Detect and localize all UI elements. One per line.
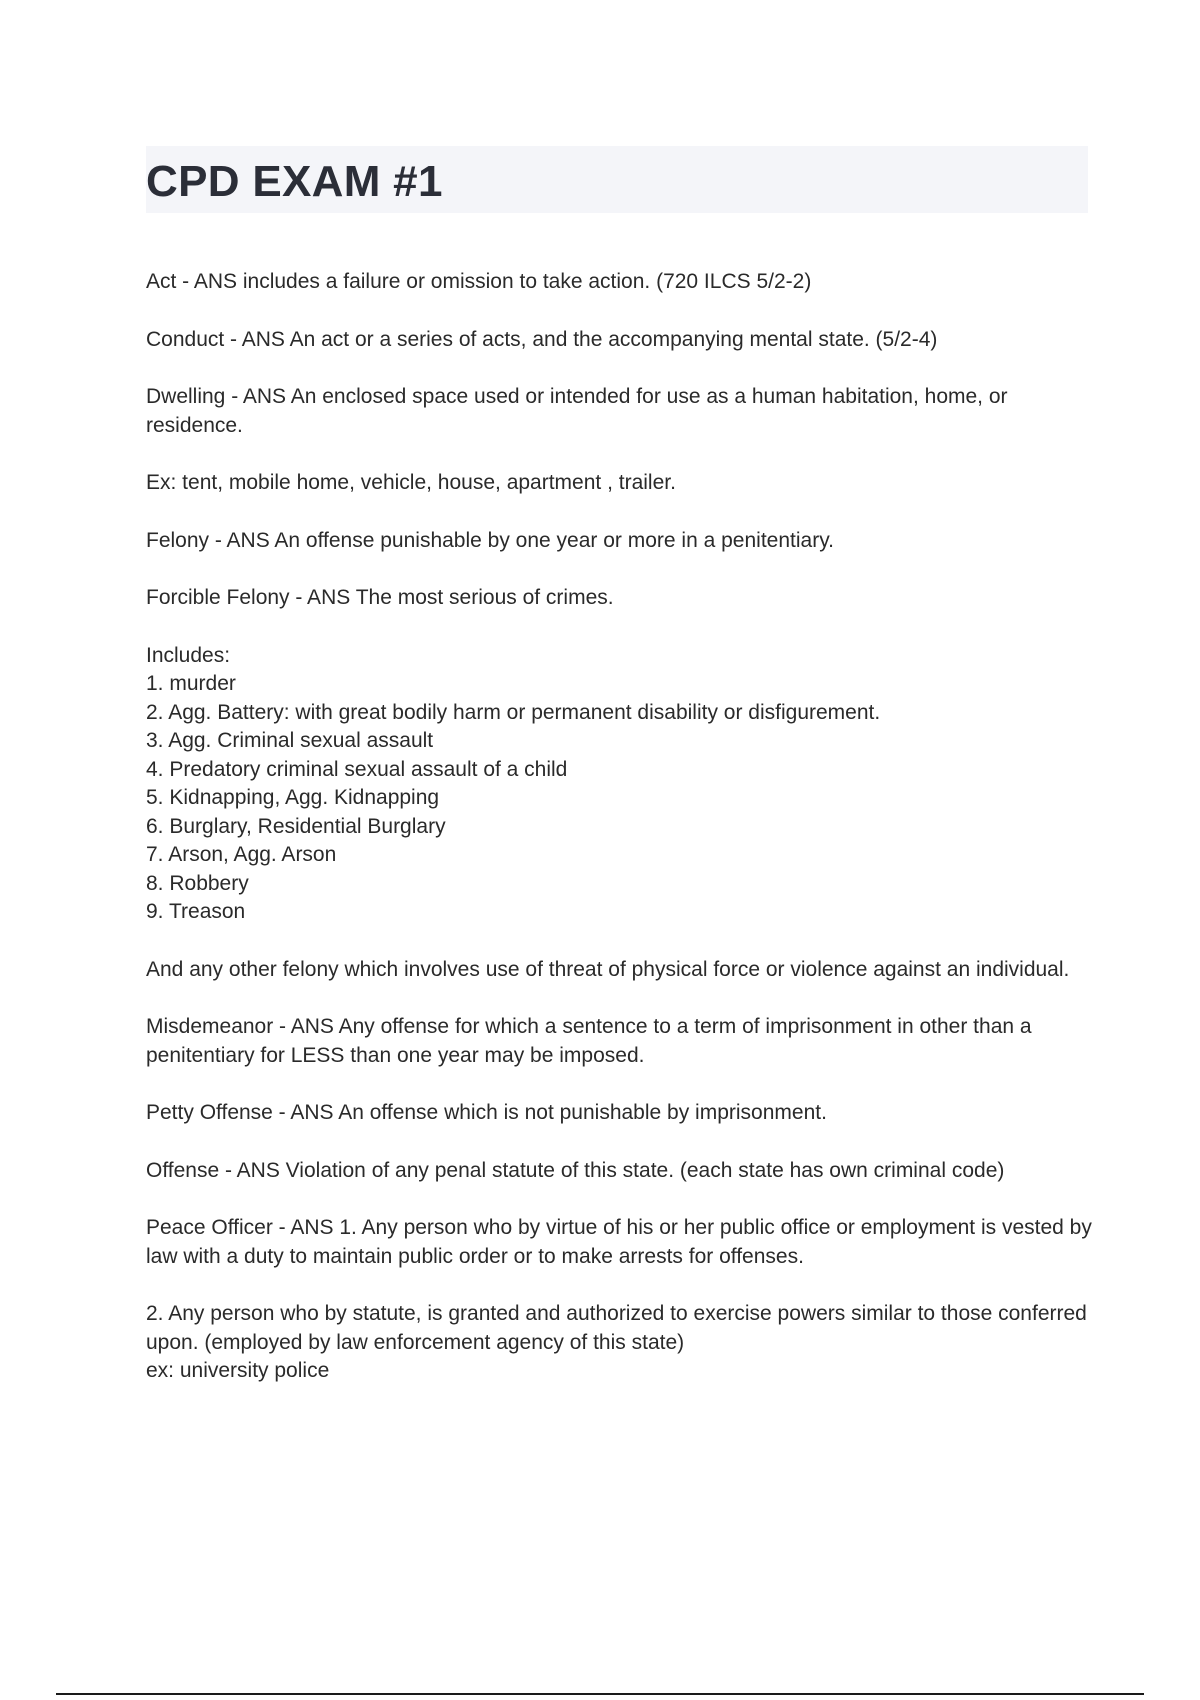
list-item: 9. Treason: [146, 900, 246, 923]
list-item: 2. Agg. Battery: with great bodily harm or permanent disability or disfigurement.: [146, 700, 881, 724]
peace-officer-part-2-text: 2. Any person who by statute, is granted and authorized to exercise powers similar to those conferred upon. (employed by law enforcement agency of this state): [146, 1302, 1087, 1354]
list-item: 6. Burglary, Residential Burglary: [146, 814, 446, 838]
document-body: [146, 268, 1096, 1415]
definition-act: Act - ANS includes a failure or omission to take action. (720 ILCS 5/2-2): [146, 270, 812, 293]
definition-peace-officer: Peace Officer - ANS 1. Any person who by virtue of his or her public office or employment is vested by law with a duty to maintain public order or to make arrests for offenses.: [146, 1216, 1092, 1268]
title-banner: [146, 146, 1088, 213]
forcible-felony-note: And any other felony which involves use of threat of physical force or violence against an individual.: [146, 957, 1070, 981]
definition-dwelling: Dwelling - ANS An enclosed space used or intended for use as a human habitation, home, or residence.: [146, 385, 1008, 437]
peace-officer-part-2: [146, 1300, 1096, 1386]
footer-divider: [56, 1693, 1144, 1695]
definition-conduct: Conduct - ANS An act or a series of acts, and the accompanying mental state. (5/2-4): [146, 327, 938, 351]
definition-offense: Offense - ANS Violation of any penal statute of this state. (each state has own criminal code): [146, 1158, 1005, 1182]
list-item: 4. Predatory criminal sexual assault of a child: [146, 757, 568, 781]
peace-officer-example: ex: university police: [146, 1359, 330, 1382]
definition-forcible-felony: Forcible Felony - ANS The most serious of crimes.: [146, 586, 614, 609]
page-title: CPD EXAM #1: [146, 157, 443, 206]
list-heading: Includes:: [146, 643, 231, 667]
list-item: 5. Kidnapping, Agg. Kidnapping: [146, 786, 440, 809]
list-item: 3. Agg. Criminal sexual assault: [146, 729, 434, 752]
definition-misdemeanor: Misdemeanor - ANS Any offense for which a sentence to a term of imprisonment in other than a penitentiary for LESS than one year may be imposed.: [146, 1015, 1032, 1067]
forcible-felony-list: [146, 642, 1096, 927]
definition-petty-offense: Petty Offense - ANS An offense which is not punishable by imprisonment.: [146, 1101, 827, 1124]
dwelling-examples: Ex: tent, mobile home, vehicle, house, apartment , trailer.: [146, 471, 676, 494]
list-item: 1. murder: [146, 672, 236, 695]
list-item: 8. Robbery: [146, 871, 249, 895]
list-item: 7. Arson, Agg. Arson: [146, 843, 337, 866]
definition-felony: Felony - ANS An offense punishable by one year or more in a penitentiary.: [146, 528, 834, 552]
